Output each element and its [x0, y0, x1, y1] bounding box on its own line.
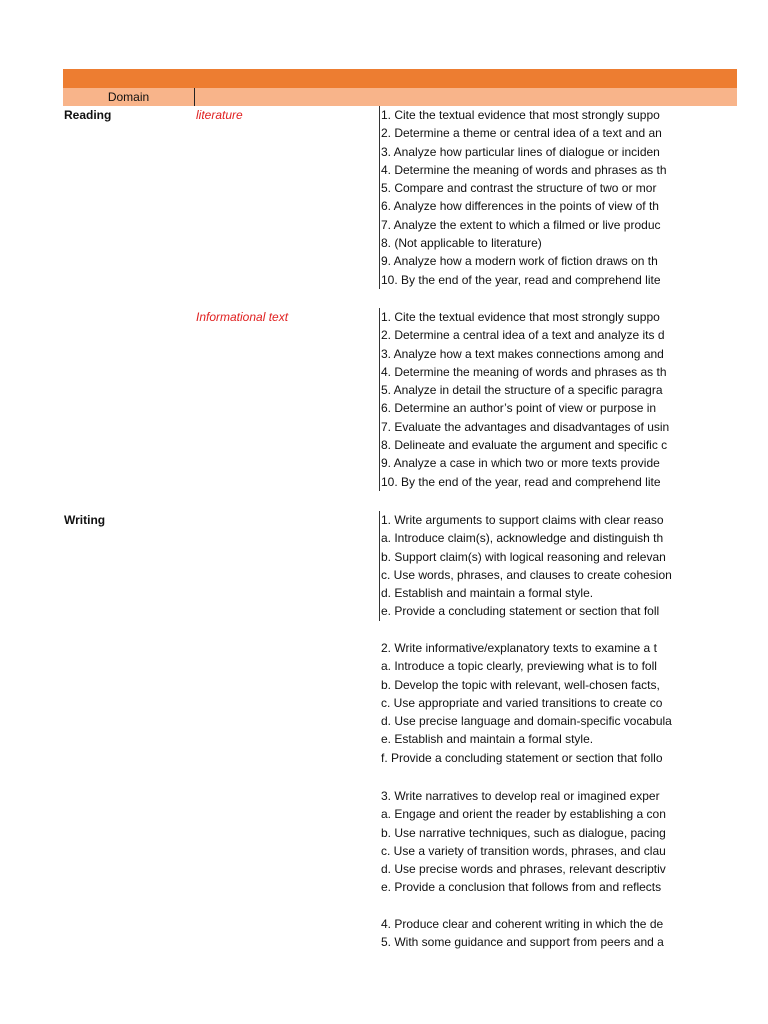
writing-standards-group-2 — [380, 639, 679, 767]
standard-line: 2. Write informative/explanatory texts to examine a t — [381, 641, 657, 655]
writing-standards-group-3 — [380, 787, 679, 897]
standard-line: 4. Determine the meaning of words and phrases as th — [381, 162, 667, 177]
standard-line: 2. Determine a theme or central idea of a text and an — [381, 126, 662, 141]
domain-writing: Writing — [64, 513, 106, 527]
standard-line: 6. Analyze how differences in the points of view of th — [381, 199, 659, 214]
standard-line: 4. Determine the meaning of words and phrases as th — [381, 364, 667, 379]
standard-line: 3. Write narratives to develop real or imagined exper — [381, 789, 660, 803]
subdomain-informational-text: Informational text — [196, 310, 289, 324]
standard-line: 10. By the end of the year, read and comprehend lite — [381, 272, 661, 287]
standard-line: 7. Analyze the extent to which a filmed or live produc — [381, 217, 661, 232]
standard-line: 1. Cite the textual evidence that most strongly suppo — [381, 310, 660, 324]
standard-line: 5. With some guidance and support from peers and a — [381, 935, 664, 950]
standard-line: a. Introduce claim(s), acknowledge and distinguish th — [381, 531, 664, 546]
writing-standards-group-4 — [380, 915, 679, 952]
informational-standards — [379, 308, 679, 491]
standard-line: b. Develop the topic with relevant, well-chosen facts, — [381, 677, 660, 692]
standard-line: a. Engage and orient the reader by establishing a con — [381, 807, 666, 822]
standard-line: 5. Analyze in detail the structure of a specific paragra — [381, 383, 663, 398]
standard-line: e. Provide a conclusion that follows from and reflects — [381, 880, 662, 895]
standard-line: d. Establish and maintain a formal style. — [381, 586, 594, 601]
standard-line: a. Introduce a topic clearly, previewing what is to foll — [381, 659, 657, 674]
standard-line: d. Use precise language and domain-specific vocabula — [381, 714, 672, 729]
standard-line: 6. Determine an author’s point of view or purpose in — [381, 401, 657, 416]
standard-line: 9. Analyze a case in which two or more texts provide — [381, 456, 660, 471]
standard-line: d. Use precise words and phrases, relevant descriptiv — [381, 862, 666, 877]
standard-line: 2. Determine a central idea of a text and analyze its d — [381, 328, 665, 343]
standard-line: c. Use words, phrases, and clauses to create cohesion — [381, 567, 672, 582]
standard-line: 4. Produce clear and coherent writing in which the de — [381, 917, 664, 931]
standard-line: 8. (Not applicable to literature) — [381, 236, 542, 251]
literature-standards — [379, 106, 679, 289]
standard-line: 8. Delineate and evaluate the argument and specific c — [381, 438, 668, 453]
standard-line: 3. Analyze how a text makes connections among and — [381, 346, 664, 361]
standard-line: e. Establish and maintain a formal style. — [381, 732, 594, 747]
standard-line: 1. Cite the textual evidence that most strongly suppo — [381, 108, 660, 122]
standard-line: 9. Analyze how a modern work of fiction draws on th — [381, 254, 658, 269]
domain-reading: Reading — [64, 108, 112, 122]
column-separator — [194, 88, 195, 106]
standard-line: 1. Write arguments to support claims with clear reaso — [381, 513, 664, 527]
title-banner — [63, 69, 737, 88]
header-row — [63, 88, 737, 106]
standard-line: c. Use a variety of transition words, phrases, and clau — [381, 843, 666, 858]
standard-line: c. Use appropriate and varied transitions to create co — [381, 695, 663, 710]
standard-line: f. Provide a concluding statement or section that follo — [381, 750, 663, 765]
standard-line: 3. Analyze how particular lines of dialogue or inciden — [381, 144, 660, 159]
standard-line: 10. By the end of the year, read and comprehend lite — [381, 474, 661, 489]
standard-line: e. Provide a concluding statement or section that foll — [381, 604, 660, 619]
subdomain-literature: literature — [196, 108, 243, 122]
domain-column-header: Domain — [107, 90, 150, 104]
standard-line: 5. Compare and contrast the structure of two or mor — [381, 181, 657, 196]
standard-line: b. Support claim(s) with logical reasoning and relevan — [381, 549, 666, 564]
standard-line: b. Use narrative techniques, such as dialogue, pacing — [381, 825, 666, 840]
standard-line: 7. Evaluate the advantages and disadvantages of usin — [381, 419, 670, 434]
writing-standards-group-1 — [379, 511, 679, 621]
